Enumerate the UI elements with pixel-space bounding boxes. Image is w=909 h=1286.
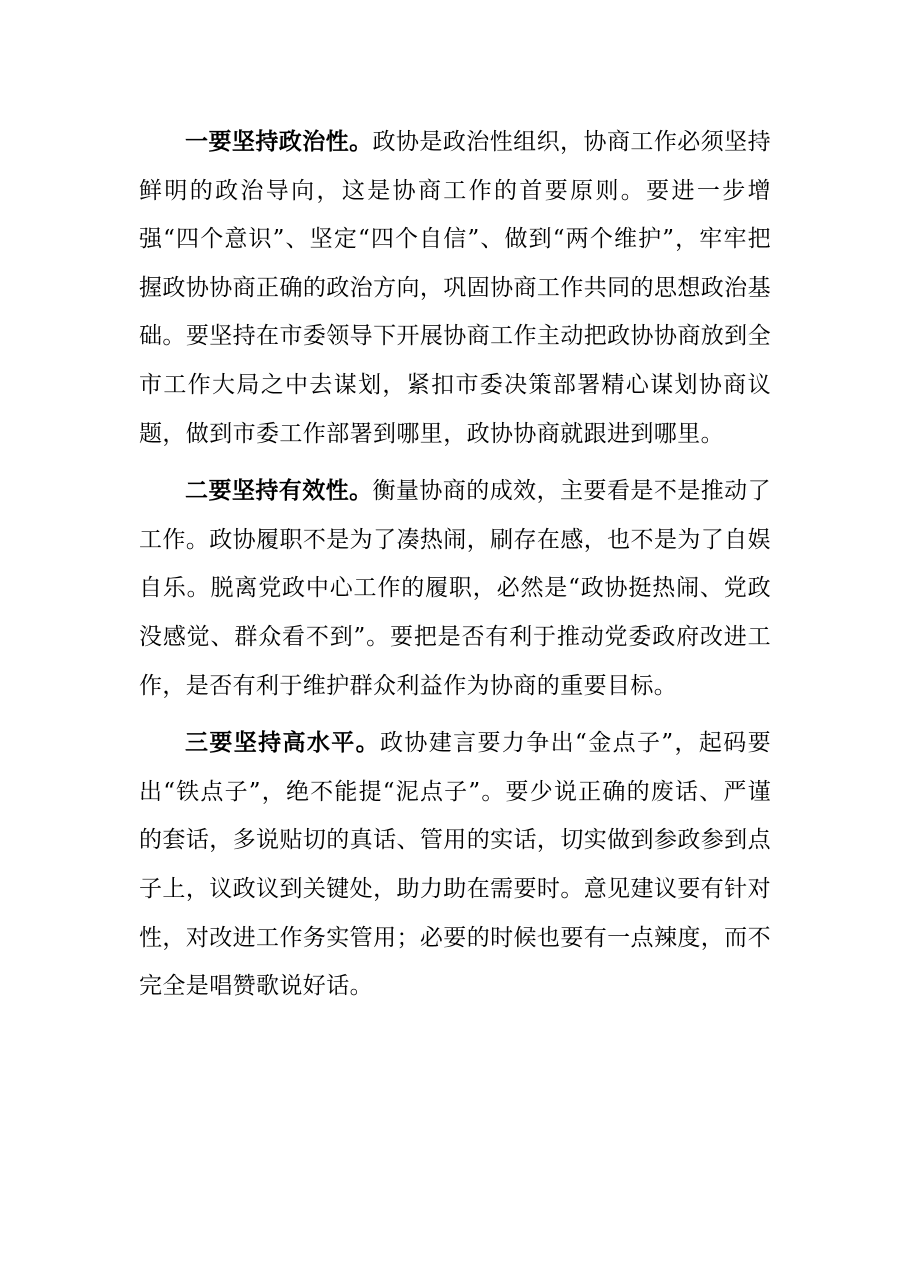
paragraph-heading: 三要坚持高水平。 — [185, 729, 381, 757]
paragraph-body: 衡量协商的成效，主要看是不是推动了工作。政协履职不是为了凑热闹，刷存在感，也不是为了自娱自乐。脱离党政中心工作的履职，必然是“政协挺热闹、党政没感觉、群众看不到”。要把是否有利于推动党委政府改进工作，是否有利于维护群众利益作为协商的重要目标。 — [139, 478, 771, 699]
paragraph-political — [139, 118, 771, 458]
paragraph-body: 政协建言要力争出“金点子”，起码要出“铁点子”，绝不能提“泥点子”。要少说正确的废话、严谨的套话，多说贴切的真话、管用的实话，切实做到参政参到点子上，议政议到关键处，助力助在需要时。意见建议要有针对性，对改进工作务实管用；必要的时候也要有一点辣度，而不完全是唱赞歌说好话。 — [139, 730, 771, 1000]
paragraph-heading: 一要坚持政治性。 — [185, 128, 373, 155]
paragraph-high-level — [139, 719, 771, 1011]
document-page — [139, 118, 771, 1011]
paragraph-effectiveness — [139, 467, 771, 710]
paragraph-body: 政协是政治性组织，协商工作必须坚持鲜明的政治导向，这是协商工作的首要原则。要进一步增强“四个意识”、坚定“四个自信”、做到“两个维护”，牢牢把握政协协商正确的政治方向，巩固协商工作共同的思想政治基础。要坚持在市委领导下开展协商工作主动把政协协商放到全市工作大局之中去谋划，紧扣市委决策部署精心谋划协商议题，做到市委工作部署到哪里，政协协商就跟进到哪里。 — [139, 129, 771, 447]
paragraph-heading: 二要坚持有效性。 — [185, 477, 373, 505]
